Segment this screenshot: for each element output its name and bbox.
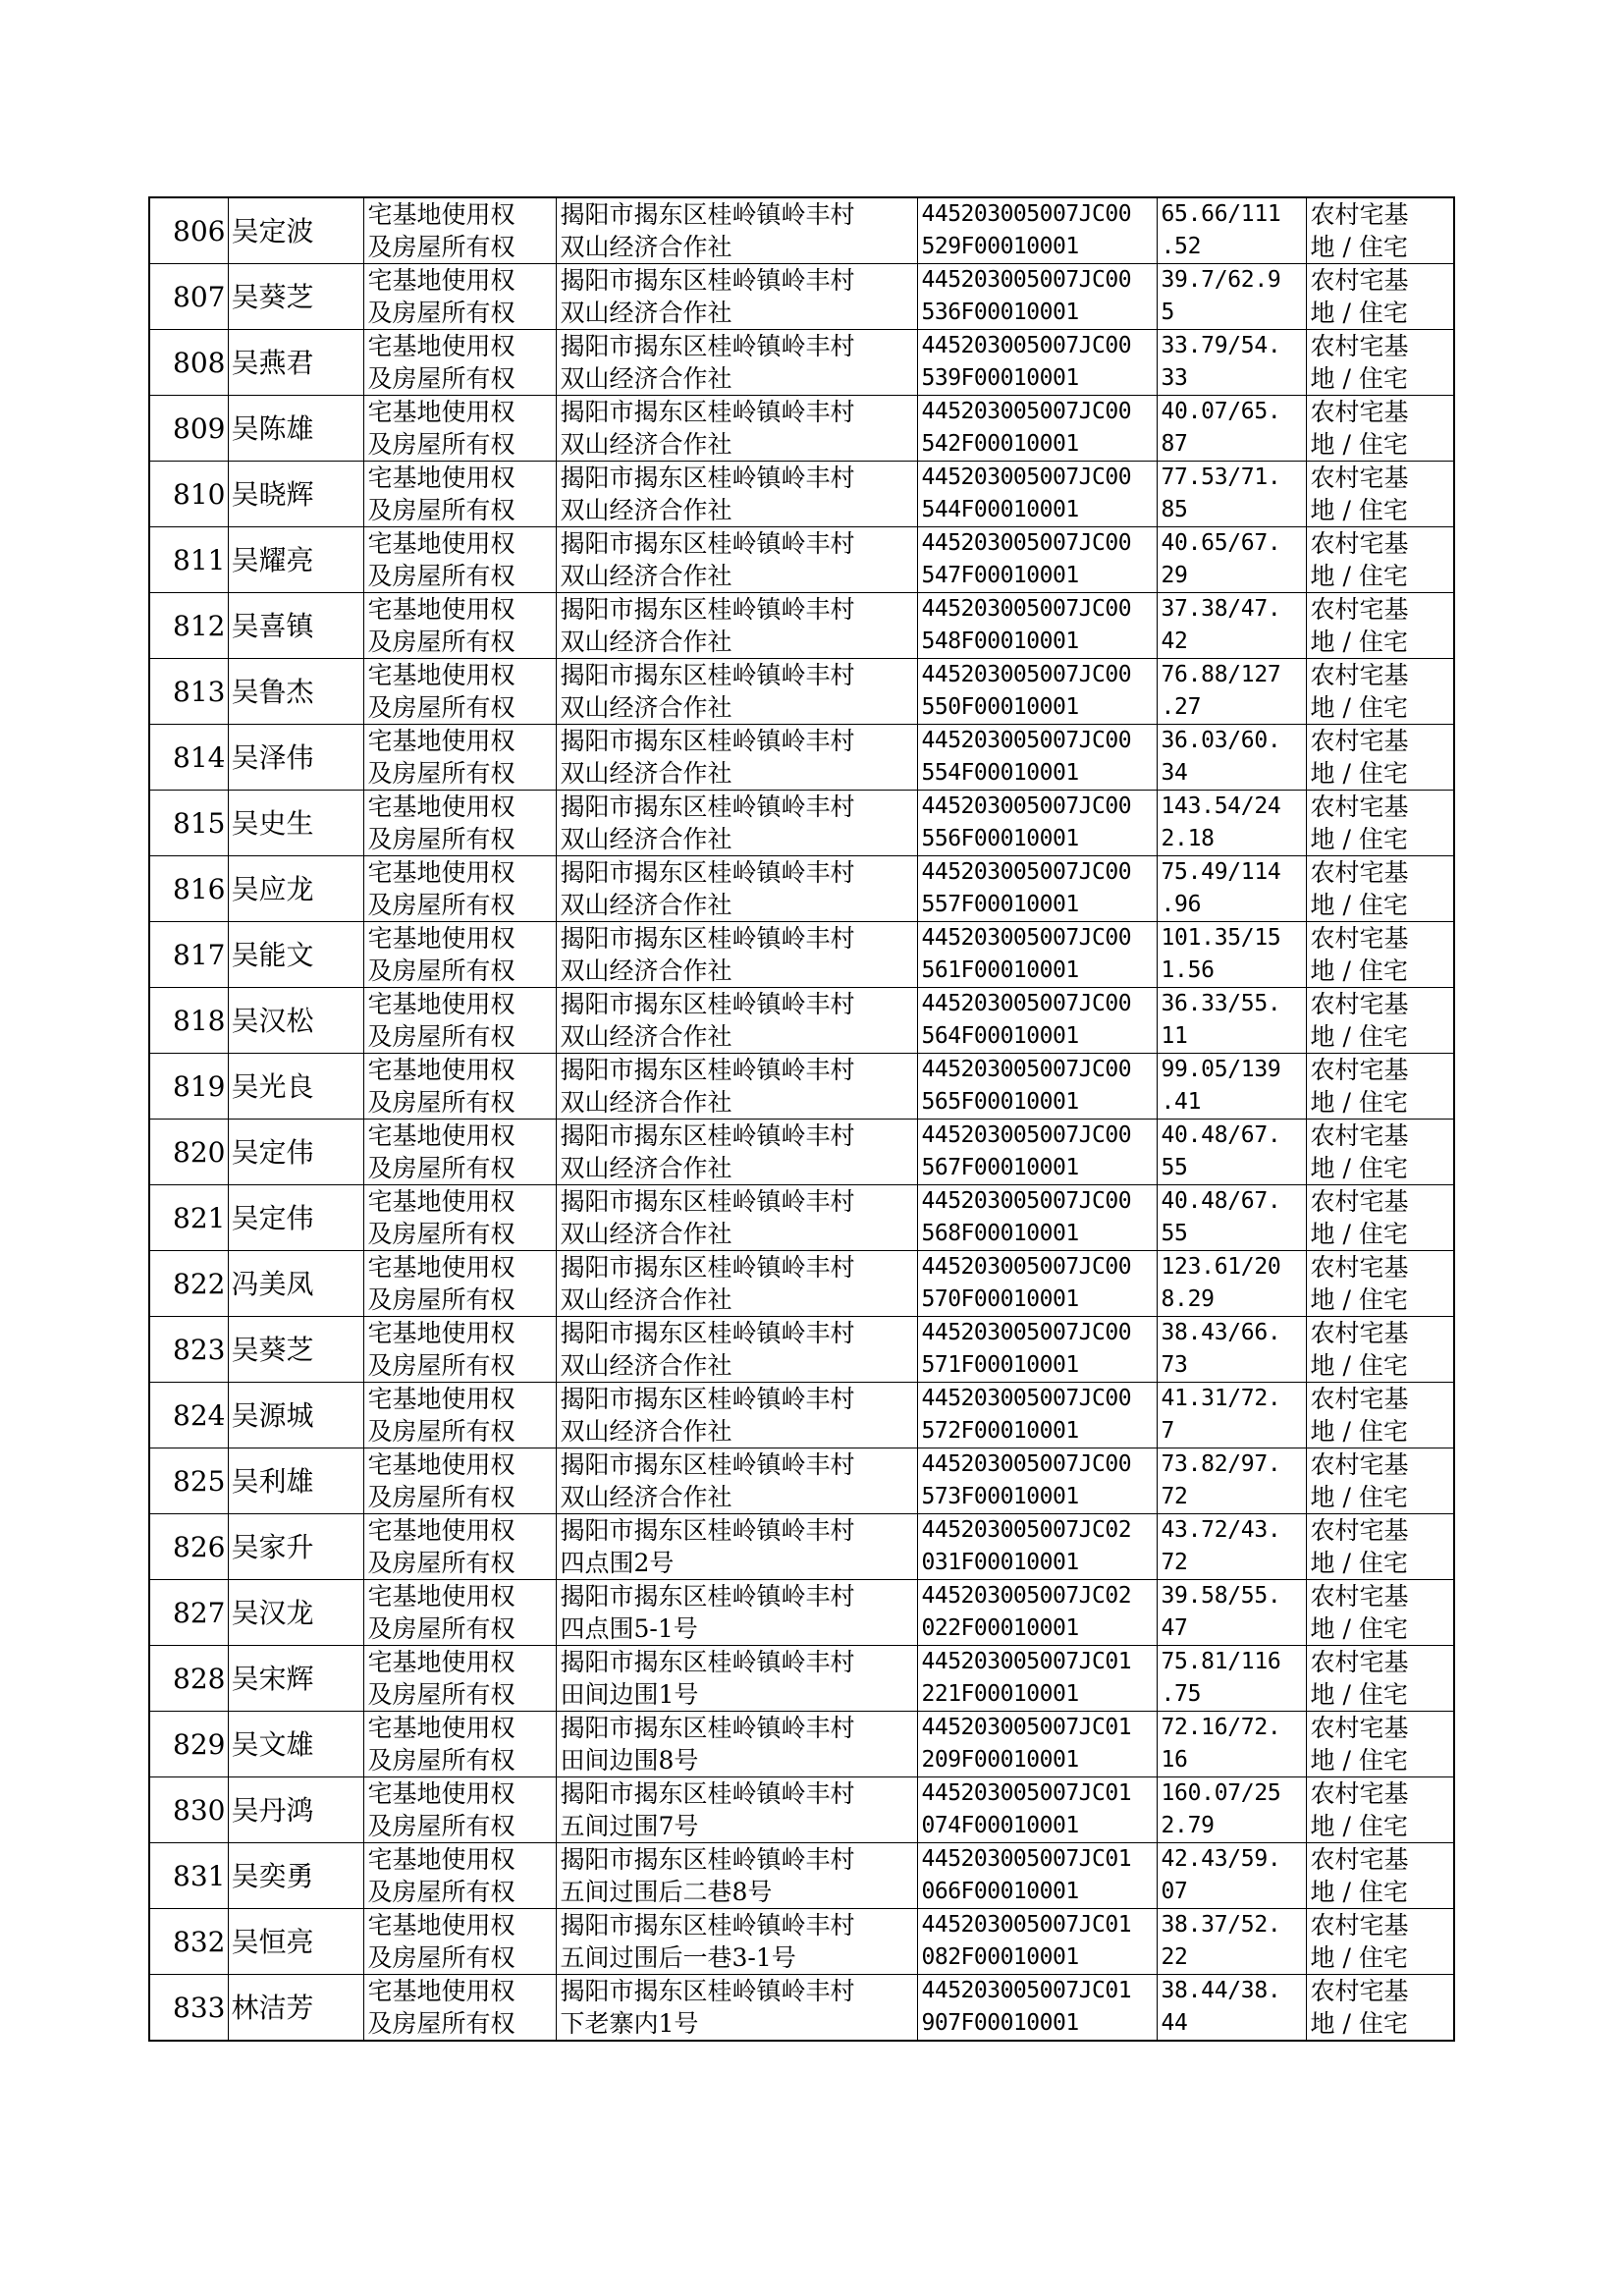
unit-code-cell: 445203005007JC00 557F00010001 bbox=[917, 856, 1157, 922]
land-use-cell: 农村宅基 地 / 住宅 bbox=[1306, 1448, 1454, 1514]
table-row bbox=[149, 1646, 1454, 1712]
table-row bbox=[149, 1843, 1454, 1909]
area-value-cell: 36.33/55. 11 bbox=[1157, 988, 1306, 1054]
owner-name-cell: 吴文雄 bbox=[228, 1712, 363, 1777]
row-number-cell: 808 bbox=[149, 330, 228, 396]
area-value-cell: 160.07/25 2.79 bbox=[1157, 1777, 1306, 1843]
table-row bbox=[149, 1120, 1454, 1185]
right-type-cell: 宅基地使用权 及房屋所有权 bbox=[363, 330, 556, 396]
unit-code-cell: 445203005007JC00 571F00010001 bbox=[917, 1317, 1157, 1383]
location-cell: 揭阳市揭东区桂岭镇岭丰村 双山经济合作社 bbox=[556, 1448, 917, 1514]
owner-name-cell: 吴耀亮 bbox=[228, 527, 363, 593]
land-use-cell: 农村宅基 地 / 住宅 bbox=[1306, 1317, 1454, 1383]
table-row bbox=[149, 988, 1454, 1054]
area-value-cell: 40.65/67. 29 bbox=[1157, 527, 1306, 593]
unit-code-cell: 445203005007JC00 547F00010001 bbox=[917, 527, 1157, 593]
unit-code-cell: 445203005007JC00 542F00010001 bbox=[917, 396, 1157, 462]
right-type-cell: 宅基地使用权 及房屋所有权 bbox=[363, 1514, 556, 1580]
right-type-cell: 宅基地使用权 及房屋所有权 bbox=[363, 791, 556, 856]
land-use-cell: 农村宅基 地 / 住宅 bbox=[1306, 856, 1454, 922]
owner-name-cell: 吴燕君 bbox=[228, 330, 363, 396]
location-cell: 揭阳市揭东区桂岭镇岭丰村 双山经济合作社 bbox=[556, 988, 917, 1054]
right-type-cell: 宅基地使用权 及房屋所有权 bbox=[363, 593, 556, 659]
land-use-cell: 农村宅基 地 / 住宅 bbox=[1306, 1514, 1454, 1580]
area-value-cell: 99.05/139 .41 bbox=[1157, 1054, 1306, 1120]
unit-code-cell: 445203005007JC01 066F00010001 bbox=[917, 1843, 1157, 1909]
owner-name-cell: 吴定伟 bbox=[228, 1185, 363, 1251]
land-use-cell: 农村宅基 地 / 住宅 bbox=[1306, 396, 1454, 462]
right-type-cell: 宅基地使用权 及房屋所有权 bbox=[363, 659, 556, 725]
area-value-cell: 73.82/97. 72 bbox=[1157, 1448, 1306, 1514]
location-cell: 揭阳市揭东区桂岭镇岭丰村 双山经济合作社 bbox=[556, 856, 917, 922]
right-type-cell: 宅基地使用权 及房屋所有权 bbox=[363, 1120, 556, 1185]
land-use-cell: 农村宅基 地 / 住宅 bbox=[1306, 1909, 1454, 1975]
area-value-cell: 38.43/66. 73 bbox=[1157, 1317, 1306, 1383]
land-use-cell: 农村宅基 地 / 住宅 bbox=[1306, 791, 1454, 856]
row-number-cell: 818 bbox=[149, 988, 228, 1054]
unit-code-cell: 445203005007JC00 565F00010001 bbox=[917, 1054, 1157, 1120]
table-row bbox=[149, 1777, 1454, 1843]
owner-name-cell: 冯美凤 bbox=[228, 1251, 363, 1317]
land-use-cell: 农村宅基 地 / 住宅 bbox=[1306, 725, 1454, 791]
unit-code-cell: 445203005007JC00 529F00010001 bbox=[917, 197, 1157, 264]
table-row bbox=[149, 593, 1454, 659]
land-use-cell: 农村宅基 地 / 住宅 bbox=[1306, 462, 1454, 527]
owner-name-cell: 吴汉松 bbox=[228, 988, 363, 1054]
right-type-cell: 宅基地使用权 及房屋所有权 bbox=[363, 527, 556, 593]
row-number-cell: 815 bbox=[149, 791, 228, 856]
unit-code-cell: 445203005007JC00 539F00010001 bbox=[917, 330, 1157, 396]
unit-code-cell: 445203005007JC00 573F00010001 bbox=[917, 1448, 1157, 1514]
unit-code-cell: 445203005007JC02 031F00010001 bbox=[917, 1514, 1157, 1580]
location-cell: 揭阳市揭东区桂岭镇岭丰村 田间边围8号 bbox=[556, 1712, 917, 1777]
row-number-cell: 820 bbox=[149, 1120, 228, 1185]
table-row bbox=[149, 1909, 1454, 1975]
location-cell: 揭阳市揭东区桂岭镇岭丰村 双山经济合作社 bbox=[556, 1317, 917, 1383]
area-value-cell: 40.07/65. 87 bbox=[1157, 396, 1306, 462]
table-row bbox=[149, 659, 1454, 725]
area-value-cell: 38.37/52. 22 bbox=[1157, 1909, 1306, 1975]
unit-code-cell: 445203005007JC00 568F00010001 bbox=[917, 1185, 1157, 1251]
right-type-cell: 宅基地使用权 及房屋所有权 bbox=[363, 725, 556, 791]
right-type-cell: 宅基地使用权 及房屋所有权 bbox=[363, 1580, 556, 1646]
location-cell: 揭阳市揭东区桂岭镇岭丰村 下老寨内1号 bbox=[556, 1975, 917, 2042]
land-use-cell: 农村宅基 地 / 住宅 bbox=[1306, 1580, 1454, 1646]
row-number-cell: 825 bbox=[149, 1448, 228, 1514]
unit-code-cell: 445203005007JC00 536F00010001 bbox=[917, 264, 1157, 330]
owner-name-cell: 吴源城 bbox=[228, 1383, 363, 1448]
unit-code-cell: 445203005007JC00 572F00010001 bbox=[917, 1383, 1157, 1448]
owner-name-cell: 吴葵芝 bbox=[228, 1317, 363, 1383]
area-value-cell: 40.48/67. 55 bbox=[1157, 1185, 1306, 1251]
owner-name-cell: 吴家升 bbox=[228, 1514, 363, 1580]
area-value-cell: 36.03/60. 34 bbox=[1157, 725, 1306, 791]
area-value-cell: 77.53/71. 85 bbox=[1157, 462, 1306, 527]
area-value-cell: 75.81/116 .75 bbox=[1157, 1646, 1306, 1712]
land-use-cell: 农村宅基 地 / 住宅 bbox=[1306, 1054, 1454, 1120]
row-number-cell: 812 bbox=[149, 593, 228, 659]
table-row bbox=[149, 1448, 1454, 1514]
right-type-cell: 宅基地使用权 及房屋所有权 bbox=[363, 1185, 556, 1251]
unit-code-cell: 445203005007JC00 554F00010001 bbox=[917, 725, 1157, 791]
unit-code-cell: 445203005007JC02 022F00010001 bbox=[917, 1580, 1157, 1646]
row-number-cell: 822 bbox=[149, 1251, 228, 1317]
right-type-cell: 宅基地使用权 及房屋所有权 bbox=[363, 396, 556, 462]
owner-name-cell: 吴晓辉 bbox=[228, 462, 363, 527]
land-use-cell: 农村宅基 地 / 住宅 bbox=[1306, 988, 1454, 1054]
area-value-cell: 72.16/72. 16 bbox=[1157, 1712, 1306, 1777]
location-cell: 揭阳市揭东区桂岭镇岭丰村 双山经济合作社 bbox=[556, 1054, 917, 1120]
area-value-cell: 42.43/59. 07 bbox=[1157, 1843, 1306, 1909]
location-cell: 揭阳市揭东区桂岭镇岭丰村 双山经济合作社 bbox=[556, 462, 917, 527]
location-cell: 揭阳市揭东区桂岭镇岭丰村 五间过围后一巷3-1号 bbox=[556, 1909, 917, 1975]
area-value-cell: 37.38/47. 42 bbox=[1157, 593, 1306, 659]
land-use-cell: 农村宅基 地 / 住宅 bbox=[1306, 1777, 1454, 1843]
unit-code-cell: 445203005007JC00 548F00010001 bbox=[917, 593, 1157, 659]
area-value-cell: 40.48/67. 55 bbox=[1157, 1120, 1306, 1185]
table-row bbox=[149, 462, 1454, 527]
row-number-cell: 811 bbox=[149, 527, 228, 593]
owner-name-cell: 吴泽伟 bbox=[228, 725, 363, 791]
row-number-cell: 819 bbox=[149, 1054, 228, 1120]
unit-code-cell: 445203005007JC01 209F00010001 bbox=[917, 1712, 1157, 1777]
table-row bbox=[149, 527, 1454, 593]
table-row bbox=[149, 1975, 1454, 2042]
location-cell: 揭阳市揭东区桂岭镇岭丰村 双山经济合作社 bbox=[556, 659, 917, 725]
owner-name-cell: 吴史生 bbox=[228, 791, 363, 856]
land-use-cell: 农村宅基 地 / 住宅 bbox=[1306, 1120, 1454, 1185]
location-cell: 揭阳市揭东区桂岭镇岭丰村 双山经济合作社 bbox=[556, 1185, 917, 1251]
row-number-cell: 816 bbox=[149, 856, 228, 922]
table-row bbox=[149, 1054, 1454, 1120]
area-value-cell: 101.35/15 1.56 bbox=[1157, 922, 1306, 988]
location-cell: 揭阳市揭东区桂岭镇岭丰村 双山经济合作社 bbox=[556, 922, 917, 988]
location-cell: 揭阳市揭东区桂岭镇岭丰村 双山经济合作社 bbox=[556, 330, 917, 396]
owner-name-cell: 吴定伟 bbox=[228, 1120, 363, 1185]
row-number-cell: 814 bbox=[149, 725, 228, 791]
table-row bbox=[149, 197, 1454, 264]
area-value-cell: 65.66/111 .52 bbox=[1157, 197, 1306, 264]
land-use-cell: 农村宅基 地 / 住宅 bbox=[1306, 593, 1454, 659]
owner-name-cell: 吴汉龙 bbox=[228, 1580, 363, 1646]
right-type-cell: 宅基地使用权 及房屋所有权 bbox=[363, 1383, 556, 1448]
area-value-cell: 123.61/20 8.29 bbox=[1157, 1251, 1306, 1317]
unit-code-cell: 445203005007JC00 561F00010001 bbox=[917, 922, 1157, 988]
table-row bbox=[149, 856, 1454, 922]
row-number-cell: 806 bbox=[149, 197, 228, 264]
unit-code-cell: 445203005007JC00 564F00010001 bbox=[917, 988, 1157, 1054]
right-type-cell: 宅基地使用权 及房屋所有权 bbox=[363, 1843, 556, 1909]
table-row bbox=[149, 1580, 1454, 1646]
area-value-cell: 143.54/24 2.18 bbox=[1157, 791, 1306, 856]
row-number-cell: 810 bbox=[149, 462, 228, 527]
owner-name-cell: 吴光良 bbox=[228, 1054, 363, 1120]
area-value-cell: 39.58/55. 47 bbox=[1157, 1580, 1306, 1646]
area-value-cell: 41.31/72. 7 bbox=[1157, 1383, 1306, 1448]
right-type-cell: 宅基地使用权 及房屋所有权 bbox=[363, 1777, 556, 1843]
area-value-cell: 76.88/127 .27 bbox=[1157, 659, 1306, 725]
location-cell: 揭阳市揭东区桂岭镇岭丰村 双山经济合作社 bbox=[556, 1251, 917, 1317]
table-row bbox=[149, 264, 1454, 330]
area-value-cell: 38.44/38. 44 bbox=[1157, 1975, 1306, 2042]
land-use-cell: 农村宅基 地 / 住宅 bbox=[1306, 1251, 1454, 1317]
table-row bbox=[149, 725, 1454, 791]
row-number-cell: 828 bbox=[149, 1646, 228, 1712]
row-number-cell: 827 bbox=[149, 1580, 228, 1646]
row-number-cell: 821 bbox=[149, 1185, 228, 1251]
location-cell: 揭阳市揭东区桂岭镇岭丰村 五间过围7号 bbox=[556, 1777, 917, 1843]
owner-name-cell: 吴定波 bbox=[228, 197, 363, 264]
row-number-cell: 831 bbox=[149, 1843, 228, 1909]
right-type-cell: 宅基地使用权 及房屋所有权 bbox=[363, 1909, 556, 1975]
table-row bbox=[149, 1251, 1454, 1317]
land-use-cell: 农村宅基 地 / 住宅 bbox=[1306, 1712, 1454, 1777]
right-type-cell: 宅基地使用权 及房屋所有权 bbox=[363, 1448, 556, 1514]
location-cell: 揭阳市揭东区桂岭镇岭丰村 双山经济合作社 bbox=[556, 396, 917, 462]
right-type-cell: 宅基地使用权 及房屋所有权 bbox=[363, 462, 556, 527]
right-type-cell: 宅基地使用权 及房屋所有权 bbox=[363, 1251, 556, 1317]
row-number-cell: 823 bbox=[149, 1317, 228, 1383]
right-type-cell: 宅基地使用权 及房屋所有权 bbox=[363, 197, 556, 264]
owner-name-cell: 吴奕勇 bbox=[228, 1843, 363, 1909]
table-body bbox=[149, 197, 1454, 2041]
land-use-cell: 农村宅基 地 / 住宅 bbox=[1306, 1646, 1454, 1712]
right-type-cell: 宅基地使用权 及房屋所有权 bbox=[363, 1712, 556, 1777]
unit-code-cell: 445203005007JC00 567F00010001 bbox=[917, 1120, 1157, 1185]
unit-code-cell: 445203005007JC01 082F00010001 bbox=[917, 1909, 1157, 1975]
right-type-cell: 宅基地使用权 及房屋所有权 bbox=[363, 988, 556, 1054]
land-use-cell: 农村宅基 地 / 住宅 bbox=[1306, 1185, 1454, 1251]
land-use-cell: 农村宅基 地 / 住宅 bbox=[1306, 197, 1454, 264]
land-use-cell: 农村宅基 地 / 住宅 bbox=[1306, 922, 1454, 988]
land-use-cell: 农村宅基 地 / 住宅 bbox=[1306, 1975, 1454, 2042]
location-cell: 揭阳市揭东区桂岭镇岭丰村 田间边围1号 bbox=[556, 1646, 917, 1712]
right-type-cell: 宅基地使用权 及房屋所有权 bbox=[363, 856, 556, 922]
location-cell: 揭阳市揭东区桂岭镇岭丰村 双山经济合作社 bbox=[556, 197, 917, 264]
location-cell: 揭阳市揭东区桂岭镇岭丰村 四点围2号 bbox=[556, 1514, 917, 1580]
table-row bbox=[149, 1514, 1454, 1580]
area-value-cell: 33.79/54. 33 bbox=[1157, 330, 1306, 396]
land-use-cell: 农村宅基 地 / 住宅 bbox=[1306, 659, 1454, 725]
unit-code-cell: 445203005007JC00 544F00010001 bbox=[917, 462, 1157, 527]
owner-name-cell: 吴宋辉 bbox=[228, 1646, 363, 1712]
location-cell: 揭阳市揭东区桂岭镇岭丰村 双山经济合作社 bbox=[556, 791, 917, 856]
table-row bbox=[149, 1712, 1454, 1777]
owner-name-cell: 林洁芳 bbox=[228, 1975, 363, 2042]
owner-name-cell: 吴应龙 bbox=[228, 856, 363, 922]
land-use-cell: 农村宅基 地 / 住宅 bbox=[1306, 527, 1454, 593]
row-number-cell: 817 bbox=[149, 922, 228, 988]
table-row bbox=[149, 1317, 1454, 1383]
location-cell: 揭阳市揭东区桂岭镇岭丰村 双山经济合作社 bbox=[556, 1383, 917, 1448]
unit-code-cell: 445203005007JC00 550F00010001 bbox=[917, 659, 1157, 725]
owner-name-cell: 吴鲁杰 bbox=[228, 659, 363, 725]
location-cell: 揭阳市揭东区桂岭镇岭丰村 双山经济合作社 bbox=[556, 725, 917, 791]
right-type-cell: 宅基地使用权 及房屋所有权 bbox=[363, 1975, 556, 2042]
right-type-cell: 宅基地使用权 及房屋所有权 bbox=[363, 1646, 556, 1712]
table-row bbox=[149, 396, 1454, 462]
right-type-cell: 宅基地使用权 及房屋所有权 bbox=[363, 1054, 556, 1120]
unit-code-cell: 445203005007JC01 074F00010001 bbox=[917, 1777, 1157, 1843]
row-number-cell: 829 bbox=[149, 1712, 228, 1777]
location-cell: 揭阳市揭东区桂岭镇岭丰村 双山经济合作社 bbox=[556, 527, 917, 593]
unit-code-cell: 445203005007JC01 221F00010001 bbox=[917, 1646, 1157, 1712]
owner-name-cell: 吴喜镇 bbox=[228, 593, 363, 659]
location-cell: 揭阳市揭东区桂岭镇岭丰村 四点围5-1号 bbox=[556, 1580, 917, 1646]
row-number-cell: 826 bbox=[149, 1514, 228, 1580]
row-number-cell: 832 bbox=[149, 1909, 228, 1975]
land-use-cell: 农村宅基 地 / 住宅 bbox=[1306, 1843, 1454, 1909]
row-number-cell: 833 bbox=[149, 1975, 228, 2042]
row-number-cell: 807 bbox=[149, 264, 228, 330]
unit-code-cell: 445203005007JC00 556F00010001 bbox=[917, 791, 1157, 856]
row-number-cell: 830 bbox=[149, 1777, 228, 1843]
table-row bbox=[149, 1185, 1454, 1251]
right-type-cell: 宅基地使用权 及房屋所有权 bbox=[363, 264, 556, 330]
area-value-cell: 75.49/114 .96 bbox=[1157, 856, 1306, 922]
land-use-cell: 农村宅基 地 / 住宅 bbox=[1306, 330, 1454, 396]
table-row bbox=[149, 1383, 1454, 1448]
location-cell: 揭阳市揭东区桂岭镇岭丰村 双山经济合作社 bbox=[556, 264, 917, 330]
area-value-cell: 39.7/62.9 5 bbox=[1157, 264, 1306, 330]
owner-name-cell: 吴陈雄 bbox=[228, 396, 363, 462]
unit-code-cell: 445203005007JC01 907F00010001 bbox=[917, 1975, 1157, 2042]
unit-code-cell: 445203005007JC00 570F00010001 bbox=[917, 1251, 1157, 1317]
owner-name-cell: 吴利雄 bbox=[228, 1448, 363, 1514]
table-row bbox=[149, 922, 1454, 988]
area-value-cell: 43.72/43. 72 bbox=[1157, 1514, 1306, 1580]
table-row bbox=[149, 330, 1454, 396]
location-cell: 揭阳市揭东区桂岭镇岭丰村 双山经济合作社 bbox=[556, 1120, 917, 1185]
right-type-cell: 宅基地使用权 及房屋所有权 bbox=[363, 1317, 556, 1383]
land-use-cell: 农村宅基 地 / 住宅 bbox=[1306, 1383, 1454, 1448]
row-number-cell: 824 bbox=[149, 1383, 228, 1448]
location-cell: 揭阳市揭东区桂岭镇岭丰村 五间过围后二巷8号 bbox=[556, 1843, 917, 1909]
owner-name-cell: 吴恒亮 bbox=[228, 1909, 363, 1975]
owner-name-cell: 吴丹鸿 bbox=[228, 1777, 363, 1843]
land-use-cell: 农村宅基 地 / 住宅 bbox=[1306, 264, 1454, 330]
row-number-cell: 813 bbox=[149, 659, 228, 725]
table-row bbox=[149, 791, 1454, 856]
registry-table bbox=[148, 196, 1455, 2042]
location-cell: 揭阳市揭东区桂岭镇岭丰村 双山经济合作社 bbox=[556, 593, 917, 659]
right-type-cell: 宅基地使用权 及房屋所有权 bbox=[363, 922, 556, 988]
owner-name-cell: 吴葵芝 bbox=[228, 264, 363, 330]
row-number-cell: 809 bbox=[149, 396, 228, 462]
owner-name-cell: 吴能文 bbox=[228, 922, 363, 988]
